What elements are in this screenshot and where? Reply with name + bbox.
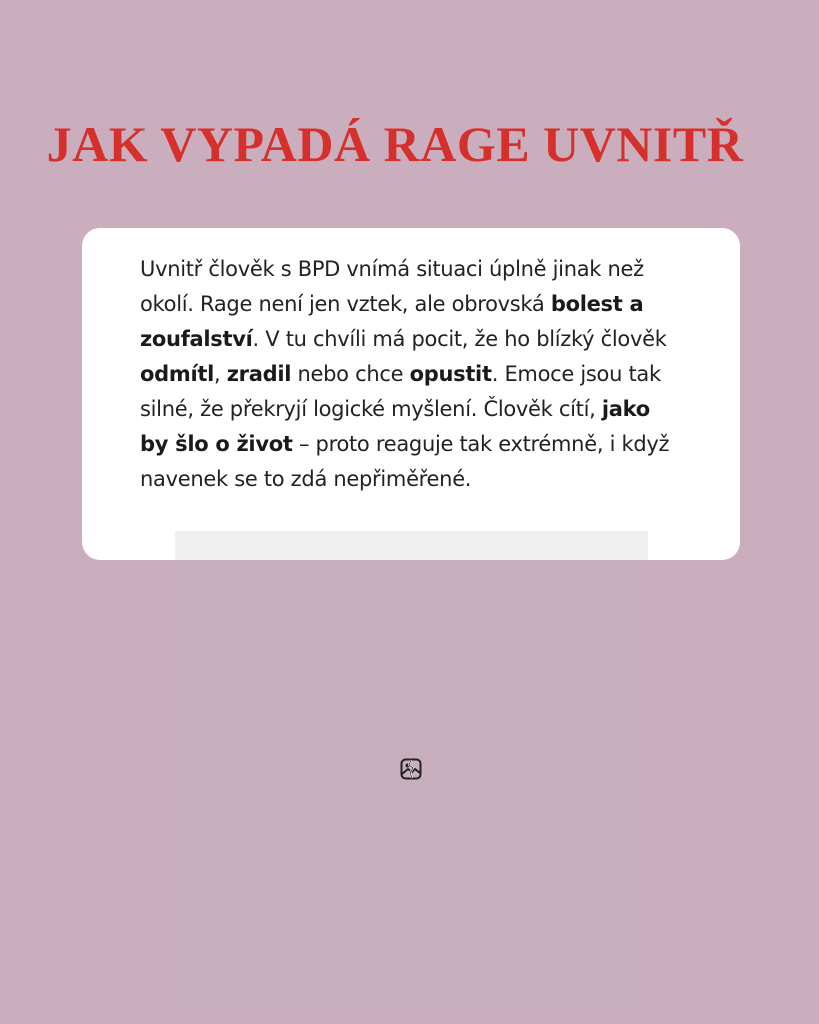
emphasis-text: odmítl (140, 362, 214, 386)
emphasis-text: zradil (226, 362, 292, 386)
text-segment: , (213, 362, 227, 386)
card-paragraph (140, 252, 680, 497)
text-segment: – proto reaguje tak extrémně, i když navenek se to zdá nepřiměřené. (140, 432, 670, 491)
text-segment: nebo chce (291, 362, 410, 386)
image-placeholder (175, 531, 648, 1006)
emphasis-text: bolest a zoufalství (140, 292, 644, 351)
text-card (82, 228, 740, 560)
emphasis-text: opustit (409, 362, 492, 386)
broken-image-icon (399, 757, 423, 781)
page-title: JAK VYPADÁ RAGE UVNITŘ (46, 116, 744, 172)
text-segment: Uvnitř člověk s BPD vnímá situaci úplně jinak než okolí. Rage není jen vztek, ale obrovská (140, 257, 644, 316)
text-segment: . V tu chvíli má pocit, že ho blízký člověk (252, 327, 667, 351)
text-segment: . Emoce jsou tak silné, že překryjí logické myšlení. Člověk cítí, (140, 362, 661, 421)
emphasis-text: jako by šlo o život (140, 397, 650, 456)
placeholder-top-strip (175, 531, 648, 560)
